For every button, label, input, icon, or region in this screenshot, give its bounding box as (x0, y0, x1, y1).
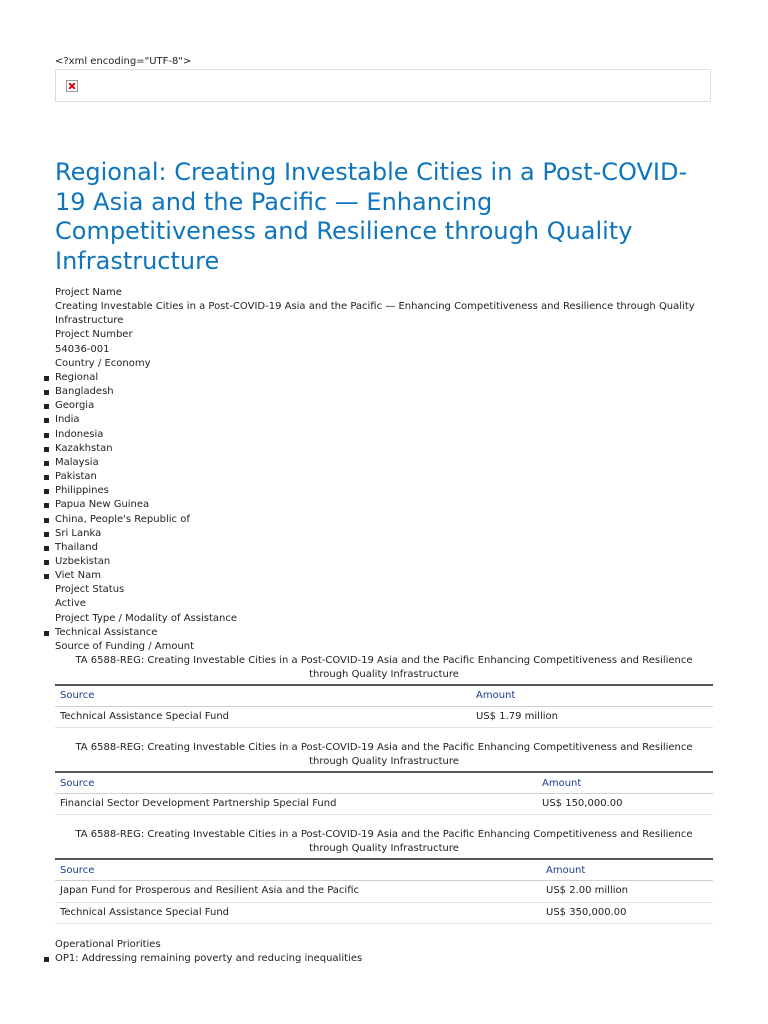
broken-image-icon (66, 80, 78, 92)
column-header-source: Source (55, 772, 537, 794)
amount-cell: US$ 2.00 million (541, 881, 713, 902)
amount-cell: US$ 150,000.00 (537, 794, 713, 815)
source-cell: Technical Assistance Special Fund (55, 902, 541, 923)
funding-block-3 (55, 828, 713, 923)
list-item: Philippines (55, 484, 715, 498)
image-container (55, 69, 711, 102)
list-item: Pakistan (55, 470, 715, 484)
page-title: Regional: Creating Investable Cities in a Post-COVID-19 Asia and the Pacific — Enhancing Competitiveness and Resilience through Quality Infrastructure (55, 158, 688, 275)
project-number-label: Project Number (55, 329, 133, 341)
project-type-list (55, 626, 715, 640)
column-header-amount: Amount (541, 859, 713, 881)
table-row (55, 794, 713, 815)
funding-table (55, 684, 713, 728)
funding-table (55, 858, 713, 923)
project-type-label: Project Type / Modality of Assistance (55, 612, 237, 624)
column-header-amount: Amount (537, 772, 713, 794)
project-number-value: 54036-001 (55, 343, 110, 355)
amount-cell: US$ 350,000.00 (541, 902, 713, 923)
project-name-label: Project Name (55, 287, 122, 298)
table-row (55, 902, 713, 923)
column-header-amount: Amount (471, 685, 713, 707)
status-label: Project Status (55, 584, 125, 596)
operational-priorities-label: Operational Priorities (55, 938, 161, 950)
funding-table (55, 771, 713, 815)
funding-caption: TA 6588-REG: Creating Investable Cities in a Post-COVID-19 Asia and the Pacific Enhancing Competitiveness and Resilience through Quality Infrastructure (75, 829, 693, 855)
funding-block-2 (55, 741, 713, 815)
list-item: Indonesia (55, 428, 715, 442)
list-item: Regional (55, 371, 715, 385)
funding-caption: TA 6588-REG: Creating Investable Cities in a Post-COVID-19 Asia and the Pacific Enhancing Competitiveness and Resilience through Quality Infrastructure (75, 655, 693, 681)
funding-caption: TA 6588-REG: Creating Investable Cities in a Post-COVID-19 Asia and the Pacific Enhancing Competitiveness and Resilience through Quality Infrastructure (75, 742, 693, 768)
operational-priorities-list (55, 952, 715, 966)
funding-block-1 (55, 654, 713, 728)
column-header-source: Source (55, 859, 541, 881)
list-item: Malaysia (55, 456, 715, 470)
list-item: Georgia (55, 399, 715, 413)
country-label: Country / Economy (55, 357, 151, 369)
list-item: Viet Nam (55, 569, 715, 583)
status-value: Active (55, 598, 86, 610)
list-item: Kazakhstan (55, 442, 715, 456)
list-item: India (55, 413, 715, 427)
table-row (55, 881, 713, 902)
list-item: Thailand (55, 541, 715, 555)
amount-cell: US$ 1.79 million (471, 707, 713, 728)
xml-declaration-text: <?xml encoding="UTF-8"> (55, 56, 192, 67)
source-cell: Technical Assistance Special Fund (55, 707, 471, 728)
source-cell: Financial Sector Development Partnership Special Fund (55, 794, 537, 815)
list-item: OP1: Addressing remaining poverty and reducing inequalities (55, 952, 715, 966)
column-header-source: Source (55, 685, 471, 707)
list-item: China, People's Republic of (55, 513, 715, 527)
project-details (55, 286, 715, 966)
list-item: Uzbekistan (55, 555, 715, 569)
table-row (55, 707, 713, 728)
project-name-value: Creating Investable Cities in a Post-COVID-19 Asia and the Pacific — Enhancing Competitiveness and Resilience through Quality Infrastructure (55, 301, 695, 327)
list-item: Sri Lanka (55, 527, 715, 541)
list-item: Papua New Guinea (55, 498, 715, 512)
funding-label: Source of Funding / Amount (55, 640, 195, 652)
list-item: Bangladesh (55, 385, 715, 399)
country-list (55, 371, 715, 583)
list-item: Technical Assistance (55, 626, 715, 640)
source-cell: Japan Fund for Prosperous and Resilient Asia and the Pacific (55, 881, 541, 902)
